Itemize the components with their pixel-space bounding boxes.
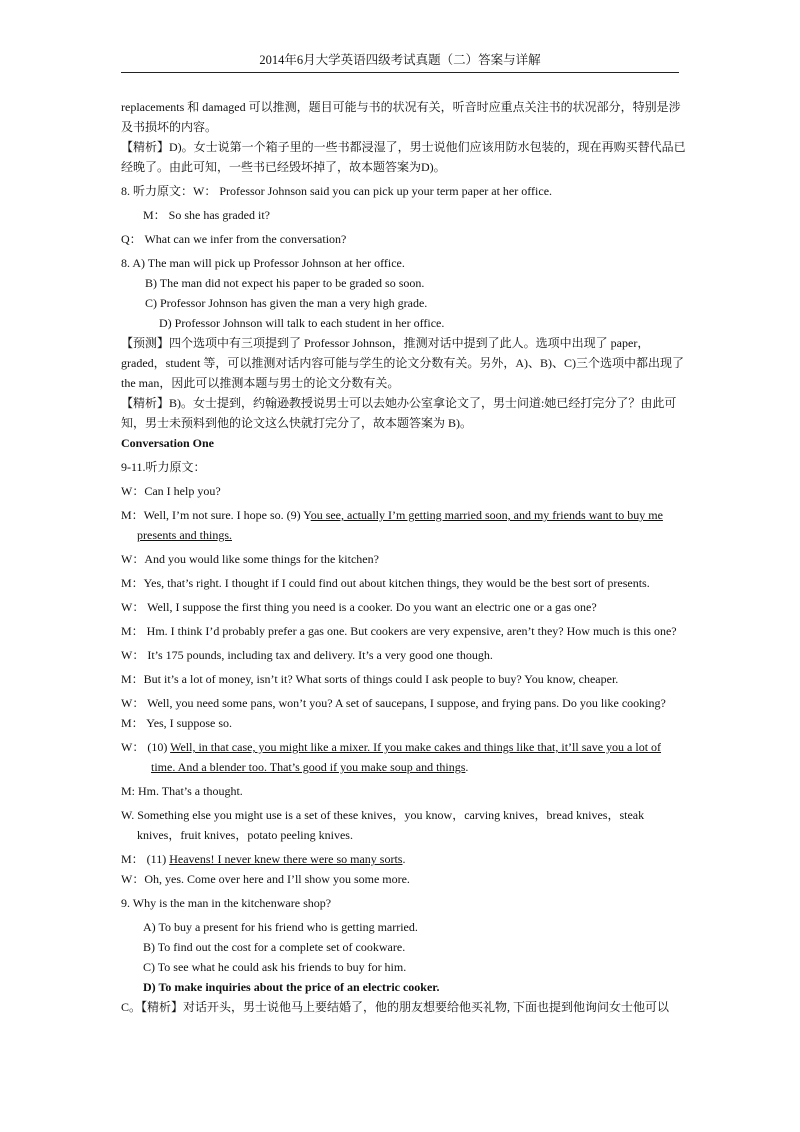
paragraph-analysis-7: 【精析】D)。女士说第一个箱子里的一些书都浸湿了，男士说他们应该用防水包装的，现在再购买替代品已经晚了。由此可知，一些书已经毁坏掉了，故本题答案为D)。 xyxy=(121,140,686,174)
option-9b: B) To find out the cost for a complete set of cookware. xyxy=(143,940,406,954)
dialogue-prefix: M： (11) xyxy=(121,852,170,866)
underlined-answer-10: Well, in that case, you might like a mixer. If you make cakes and things like that, it’ll save you a lot of time. And a blender too. That’s good if you make soup and things xyxy=(151,740,662,774)
option-9c: C) To see what he could ask his friends to buy for him. xyxy=(143,960,407,974)
option-8b: B) The man did not expect his paper to be graded so soon. xyxy=(145,276,425,290)
paragraph-analysis-8: 【精析】B)。女士提到，约翰逊教授说男士可以去她办公室拿论文了，男士问道:她已经打完分了？由此可知，男士未预料到他的论文这么快就打完分了，故本题答案为 B)。 xyxy=(121,396,677,430)
question-8-transcript-w: 8. 听力原文：W： Professor Johnson said you can pick up your term paper at her office. xyxy=(121,184,553,198)
question-9: 9. Why is the man in the kitchenware shop? xyxy=(121,896,332,910)
dialogue-prefix: M：Well, I’m not sure. I hope so. (9) Y xyxy=(121,508,311,522)
dialogue-line-9 xyxy=(121,505,686,545)
dialogue-line: W：And you would like some things for the kitchen? xyxy=(121,552,379,566)
dialogue-line: W： It’s 175 pounds, including tax and delivery. It’s a very good one though. xyxy=(121,648,493,662)
dialogue-line-10 xyxy=(121,737,686,777)
paragraph-analysis-9: C。【精析】对话开头，男士说他马上要结婚了，他的朋友想要给他买礼物, 下面也提到他询问女士他可以 xyxy=(121,1000,670,1014)
question-8-transcript-m: M： So she has graded it? xyxy=(143,208,270,222)
dialogue-line: M：Yes, that’s right. I thought if I could find out about kitchen things, they would be the best sort of presents. xyxy=(121,576,650,590)
dialogue-line: W：Oh, yes. Come over here and I’ll show you some more. xyxy=(121,872,410,886)
document-body xyxy=(121,97,686,1017)
underlined-answer-9: ou see, actually I’m getting married soon, and my friends want to buy me presents and things. xyxy=(137,508,663,542)
dialogue-line: M： Hm. I think I’d probably prefer a gas one. But cookers are very expensive, aren’t they? How much is this one? xyxy=(121,624,677,638)
dialogue-line: W： Well, you need some pans, won’t you? A set of saucepans, I suppose, and frying pans. Do you like cooking? xyxy=(121,696,666,710)
paragraph-prediction-7: replacements 和 damaged 可以推测，题目可能与书的状况有关，听音时应重点关注书的状况部分，特别是涉及书损坏的内容。 xyxy=(121,100,681,134)
dialogue-prefix: W： (10) xyxy=(121,740,171,754)
dialogue-line: M: Hm. That’s a thought. xyxy=(121,784,243,798)
option-8c: C) Professor Johnson has given the man a very high grade. xyxy=(145,296,428,310)
dialogue-line: M：But it’s a lot of money, isn’t it? What sorts of things could I ask people to buy? You know, cheaper. xyxy=(121,672,619,686)
dialogue-line: W：Can I help you? xyxy=(121,484,221,498)
dialogue-line-11 xyxy=(121,849,686,869)
option-9d: D) To make inquiries about the price of an electric cooker. xyxy=(143,980,440,994)
dialogue-suffix: . xyxy=(465,760,469,774)
dialogue-line: W. Something else you might use is a set of these knives，you know，carving knives，bread knives，steak knives，fruit knives，potato peeling knives. xyxy=(121,808,645,842)
transcript-label: 9-11.听力原文： xyxy=(121,460,206,474)
option-8d: D) Professor Johnson will talk to each student in her office. xyxy=(159,316,445,330)
paragraph-prediction-8: 【预测】四个选项中有三项提到了 Professor Johnson，推测对话中提到了此人。选项中出现了 paper，graded，student 等，可以推测对话内容可能与学生的论文分数有关。另外，A)、B)、C)三个选项中都出现了 the man，因此可以推测本题与男士的论文分数有关。 xyxy=(121,336,684,390)
underlined-answer-11: Heavens! I never knew there were so many sorts xyxy=(169,852,403,866)
dialogue-line: M： Yes, I suppose so. xyxy=(121,716,233,730)
option-8a: 8. A) The man will pick up Professor Johnson at her office. xyxy=(121,256,405,270)
question-8-question: Q： What can we infer from the conversation? xyxy=(121,232,347,246)
option-9a: A) To buy a present for his friend who is getting married. xyxy=(143,920,418,934)
page-header: 2014年6月大学英语四级考试真题（二）答案与详解 xyxy=(121,50,679,73)
section-heading: Conversation One xyxy=(121,436,214,450)
dialogue-suffix: . xyxy=(402,852,406,866)
dialogue-line: W： Well, I suppose the first thing you need is a cooker. Do you want an electric one or a gas one? xyxy=(121,600,597,614)
